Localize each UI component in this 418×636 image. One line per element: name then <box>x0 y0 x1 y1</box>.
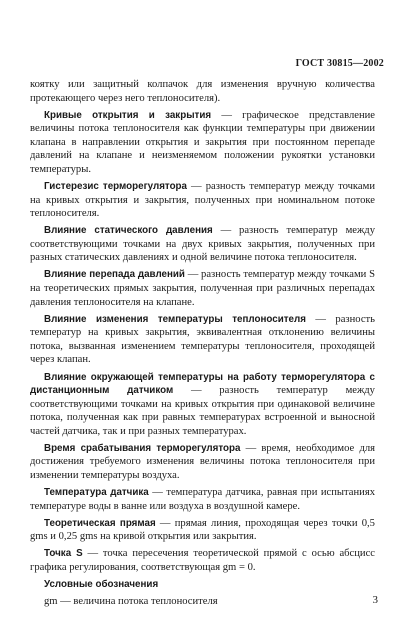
paragraph-text: — разность температур между точками S на теоретических прямых закрытия, полученная при различных перепадах давления теплоносителя на клапане. <box>30 269 375 308</box>
term: Точка S <box>44 548 83 560</box>
page-number: 3 <box>372 594 378 606</box>
paragraph <box>30 517 375 544</box>
paragraph <box>30 224 375 265</box>
paragraph-text: — разность температур между соответствующими точками на кривых открытия при одинаковой величине потока, полученная как при равных температурах встроенной и выносной частей датчика, так и при разных температурах. <box>30 385 375 437</box>
paragraph-text: — температура датчика, равная при испытаниях температуре воды в ванне или воздуха в воздушной камере. <box>30 487 375 512</box>
paragraph <box>30 547 375 574</box>
term: Гистерезис терморегулятора <box>44 181 187 193</box>
paragraph-text: — разность температур на кривых закрытия, эквивалентная отклонению величины потока, вызванная изменением температуры теплоносителя, проходящей через клапан. <box>30 313 375 366</box>
paragraph-text: — разность температур между точками на кривых открытия и закрытия, полученных при номинальном потоке теплоносителя. <box>30 181 375 220</box>
term: Влияние статического давления <box>44 225 213 237</box>
term: Кривые открытия и закрытия <box>44 109 212 121</box>
paragraph <box>30 313 375 367</box>
term: Температура датчика <box>44 487 149 499</box>
paragraph <box>30 78 375 105</box>
paragraph-text: коятку или защитный колпачок для изменения вручную количества протекающего через него теплоносителя). <box>30 79 375 104</box>
paragraph-text: — время, необходимое для достижения требуемого изменения величины потока теплоносителя при изменении температуры воздуха. <box>30 442 375 481</box>
paragraph <box>30 180 375 221</box>
term: Влияние изменения температуры теплоносителя <box>44 313 306 325</box>
paragraph <box>30 268 375 309</box>
paragraph <box>30 442 375 483</box>
paragraph-text: — прямая линия, проходящая через точки 0,5 gms и 0,25 gms на кривой открытия или закрытия. <box>30 517 375 543</box>
term: Влияние перепада давлений <box>44 269 185 281</box>
standard-code: ГОСТ 30815—2002 <box>295 58 384 69</box>
term: Условные обозначения <box>44 579 159 591</box>
term: Теоретическая прямая <box>44 517 156 529</box>
paragraph <box>30 371 375 439</box>
paragraph <box>30 109 375 177</box>
paragraph <box>30 595 375 609</box>
section-heading <box>30 578 375 592</box>
term: Влияние окружающей температуры на работу терморегулятора с дистанционным датчиком <box>30 371 375 397</box>
document-body <box>30 78 375 612</box>
paragraph-text: — разность температур между соответствующими точками на двух кривых закрытия, полученных при разных статических давлениях и одной величине потока теплоносителя. <box>30 225 375 264</box>
paragraph <box>30 486 375 513</box>
paragraph-text: — графическое представление величины потока теплоносителя как функции температуры при движении клапана в направлении открытия и закрытия при постоянном перепаде давлений на клапане и неизменяемом положении рукоятки установки температуры. <box>30 109 376 175</box>
term: Время срабатывания терморегулятора <box>44 442 241 454</box>
paragraph-text: gm — величина потока теплоносителя <box>44 596 218 608</box>
paragraph-text: — точка пересечения теоретической прямой с осью абсцисс графика регулирования, соответствующая gm = 0. <box>30 548 375 573</box>
